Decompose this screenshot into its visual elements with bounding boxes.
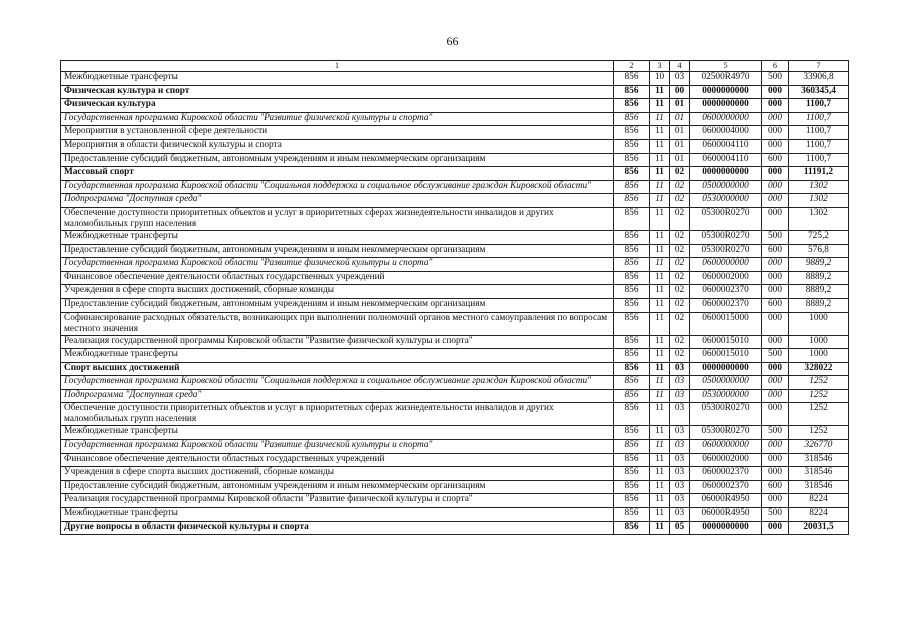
ministry-code-cell: 856 [614, 207, 650, 230]
section-code-cell: 11 [650, 285, 670, 299]
section-code-cell: 11 [650, 467, 670, 481]
amount-cell: 8224 [789, 494, 849, 508]
target-article-cell: 05300R0270 [690, 207, 762, 230]
target-article-cell: 05300R0270 [690, 403, 762, 426]
target-article-cell: 0600004000 [690, 126, 762, 140]
ministry-code-cell: 856 [614, 312, 650, 335]
expense-name-cell: Межбюджетные трансферты [61, 508, 614, 522]
table-row [61, 298, 849, 312]
ministry-code-cell: 856 [614, 85, 650, 99]
target-article-cell: 0600015010 [690, 335, 762, 349]
ministry-code-cell: 856 [614, 376, 650, 390]
expense-type-cell: 000 [762, 258, 789, 272]
amount-cell: 1302 [789, 194, 849, 208]
budget-table [60, 60, 849, 535]
amount-cell: 8889,2 [789, 271, 849, 285]
expense-name-cell: Подпрограмма "Доступная среда" [61, 194, 614, 208]
subsection-code-cell: 02 [670, 244, 690, 258]
expense-name-cell: Подпрограмма "Доступная среда" [61, 389, 614, 403]
section-code-cell: 11 [650, 494, 670, 508]
expense-type-cell: 000 [762, 85, 789, 99]
expense-name-cell: Межбюджетные трансферты [61, 230, 614, 244]
target-article-cell: 0600002000 [690, 453, 762, 467]
table-row [61, 85, 849, 99]
subsection-code-cell: 02 [670, 285, 690, 299]
expense-type-cell: 000 [762, 453, 789, 467]
amount-cell: 318546 [789, 480, 849, 494]
expense-type-cell: 000 [762, 271, 789, 285]
target-article-cell: 0600002000 [690, 271, 762, 285]
table-row [61, 207, 849, 230]
target-article-cell: 0500000000 [690, 376, 762, 390]
page-number: 66 [446, 34, 459, 48]
table-row [61, 453, 849, 467]
subsection-code-cell: 05 [670, 521, 690, 535]
target-article-cell: 0600002370 [690, 467, 762, 481]
table-row [61, 508, 849, 522]
expense-name-cell: Государственная программа Кировской области "Развитие физической культуры и спорта" [61, 440, 614, 454]
expense-name-cell: Финансовое обеспечение деятельности областных государственных учреждений [61, 453, 614, 467]
amount-cell: 1252 [789, 403, 849, 426]
target-article-cell: 0600000000 [690, 258, 762, 272]
amount-cell: 8889,2 [789, 285, 849, 299]
section-code-cell: 11 [650, 335, 670, 349]
expense-type-cell: 600 [762, 153, 789, 167]
expense-type-cell: 000 [762, 467, 789, 481]
table-row [61, 376, 849, 390]
section-code-cell: 11 [650, 112, 670, 126]
table-row [61, 271, 849, 285]
expense-type-cell: 600 [762, 298, 789, 312]
amount-cell: 1100,7 [789, 139, 849, 153]
amount-cell: 1100,7 [789, 112, 849, 126]
expense-type-cell: 500 [762, 426, 789, 440]
target-article-cell: 0530000000 [690, 389, 762, 403]
table-row [61, 153, 849, 167]
expense-type-cell: 000 [762, 126, 789, 140]
ministry-code-cell: 856 [614, 335, 650, 349]
subsection-code-cell: 02 [670, 335, 690, 349]
expense-name-cell: Учреждения в сфере спорта высших достижений, сборные команды [61, 467, 614, 481]
subsection-code-cell: 02 [670, 207, 690, 230]
ministry-code-cell: 856 [614, 153, 650, 167]
table-row [61, 480, 849, 494]
amount-cell: 1302 [789, 180, 849, 194]
ministry-code-cell: 856 [614, 230, 650, 244]
table-row [61, 72, 849, 86]
table-row [61, 230, 849, 244]
table-row [61, 258, 849, 272]
subsection-code-cell: 02 [670, 312, 690, 335]
ministry-code-cell: 856 [614, 467, 650, 481]
subsection-code-cell: 02 [670, 258, 690, 272]
expense-type-cell: 500 [762, 72, 789, 86]
subsection-code-cell: 03 [670, 480, 690, 494]
section-code-cell: 11 [650, 258, 670, 272]
amount-cell: 318546 [789, 453, 849, 467]
expense-name-cell: Государственная программа Кировской области "Развитие физической культуры и спорта" [61, 258, 614, 272]
amount-cell: 725,2 [789, 230, 849, 244]
section-code-cell: 10 [650, 72, 670, 86]
amount-cell: 1302 [789, 207, 849, 230]
expense-type-cell: 600 [762, 244, 789, 258]
amount-cell: 33906,8 [789, 72, 849, 86]
expense-type-cell: 000 [762, 99, 789, 113]
target-article-cell: 0600015010 [690, 349, 762, 363]
table-row [61, 389, 849, 403]
ministry-code-cell: 856 [614, 99, 650, 113]
subsection-code-cell: 03 [670, 376, 690, 390]
subsection-code-cell: 03 [670, 426, 690, 440]
target-article-cell: 0600004110 [690, 139, 762, 153]
amount-cell: 8889,2 [789, 298, 849, 312]
expense-name-cell: Физическая культура [61, 99, 614, 113]
target-article-cell: 0600000000 [690, 112, 762, 126]
ministry-code-cell: 856 [614, 508, 650, 522]
ministry-code-cell: 856 [614, 480, 650, 494]
amount-cell: 576,8 [789, 244, 849, 258]
subsection-code-cell: 01 [670, 139, 690, 153]
subsection-code-cell: 00 [670, 85, 690, 99]
ministry-code-cell: 856 [614, 403, 650, 426]
table-row [61, 112, 849, 126]
column-header: 1 [61, 61, 614, 72]
subsection-code-cell: 02 [670, 271, 690, 285]
expense-name-cell: Государственная программа Кировской области "Развитие физической культуры и спорта" [61, 112, 614, 126]
section-code-cell: 11 [650, 153, 670, 167]
expense-type-cell: 000 [762, 494, 789, 508]
expense-name-cell: Софинансирование расходных обязательств, возникающих при выполнении полномочий органов местного самоуправления по вопросам местного значения [61, 312, 614, 335]
expense-name-cell: Обеспечение доступности приоритетных объектов и услуг в приоритетных сферах жизнедеятельности инвалидов и других маломобильных групп населения [61, 207, 614, 230]
amount-cell: 1252 [789, 376, 849, 390]
expense-name-cell: Межбюджетные трансферты [61, 349, 614, 363]
subsection-code-cell: 02 [670, 349, 690, 363]
ministry-code-cell: 856 [614, 126, 650, 140]
expense-type-cell: 000 [762, 180, 789, 194]
expense-name-cell: Другие вопросы в области физической культуры и спорта [61, 521, 614, 535]
amount-cell: 1252 [789, 426, 849, 440]
expense-type-cell: 000 [762, 285, 789, 299]
subsection-code-cell: 03 [670, 467, 690, 481]
expense-name-cell: Государственная программа Кировской области "Социальная поддержка и социальное обслуживание граждан Кировской области" [61, 376, 614, 390]
target-article-cell: 0000000000 [690, 362, 762, 376]
ministry-code-cell: 856 [614, 285, 650, 299]
table-row [61, 494, 849, 508]
section-code-cell: 11 [650, 99, 670, 113]
section-code-cell: 11 [650, 180, 670, 194]
expense-name-cell: Учреждения в сфере спорта высших достижений, сборные команды [61, 285, 614, 299]
section-code-cell: 11 [650, 139, 670, 153]
target-article-cell: 0530000000 [690, 194, 762, 208]
section-code-cell: 11 [650, 508, 670, 522]
subsection-code-cell: 03 [670, 508, 690, 522]
expense-name-cell: Спорт высших достижений [61, 362, 614, 376]
ministry-code-cell: 856 [614, 521, 650, 535]
expense-type-cell: 000 [762, 362, 789, 376]
amount-cell: 11191,2 [789, 167, 849, 181]
expense-name-cell: Межбюджетные трансферты [61, 426, 614, 440]
subsection-code-cell: 01 [670, 153, 690, 167]
expense-name-cell: Финансовое обеспечение деятельности областных государственных учреждений [61, 271, 614, 285]
expense-type-cell: 000 [762, 167, 789, 181]
expense-type-cell: 000 [762, 207, 789, 230]
target-article-cell: 05300R0270 [690, 426, 762, 440]
subsection-code-cell: 03 [670, 494, 690, 508]
table-row [61, 139, 849, 153]
amount-cell: 9889,2 [789, 258, 849, 272]
section-code-cell: 11 [650, 126, 670, 140]
expense-name-cell: Реализация государственной программы Кировской области "Развитие физической культуры и спорта" [61, 335, 614, 349]
expense-name-cell: Предоставление субсидий бюджетным, автономным учреждениям и иным некоммерческим организациям [61, 153, 614, 167]
ministry-code-cell: 856 [614, 258, 650, 272]
target-article-cell: 0500000000 [690, 180, 762, 194]
ministry-code-cell: 856 [614, 440, 650, 454]
table-row [61, 403, 849, 426]
section-code-cell: 11 [650, 244, 670, 258]
target-article-cell: 05300R0270 [690, 244, 762, 258]
target-article-cell: 0600000000 [690, 440, 762, 454]
expense-name-cell: Обеспечение доступности приоритетных объектов и услуг в приоритетных сферах жизнедеятельности инвалидов и других маломобильных групп населения [61, 403, 614, 426]
subsection-code-cell: 02 [670, 230, 690, 244]
amount-cell: 328022 [789, 362, 849, 376]
amount-cell: 1100,7 [789, 126, 849, 140]
expense-type-cell: 000 [762, 376, 789, 390]
subsection-code-cell: 03 [670, 440, 690, 454]
amount-cell: 1100,7 [789, 99, 849, 113]
target-article-cell: 0600002370 [690, 480, 762, 494]
ministry-code-cell: 856 [614, 426, 650, 440]
table-header-row [61, 61, 849, 72]
target-article-cell: 0600002370 [690, 285, 762, 299]
amount-cell: 1000 [789, 349, 849, 363]
subsection-code-cell: 02 [670, 298, 690, 312]
expense-name-cell: Предоставление субсидий бюджетным, автономным учреждениям и иным некоммерческим организациям [61, 480, 614, 494]
expense-type-cell: 000 [762, 440, 789, 454]
target-article-cell: 0600002370 [690, 298, 762, 312]
subsection-code-cell: 03 [670, 362, 690, 376]
amount-cell: 318546 [789, 467, 849, 481]
table-row [61, 349, 849, 363]
table-row [61, 99, 849, 113]
section-code-cell: 11 [650, 271, 670, 285]
section-code-cell: 11 [650, 426, 670, 440]
expense-name-cell: Массовый спорт [61, 167, 614, 181]
table-row [61, 426, 849, 440]
target-article-cell: 06000R4950 [690, 494, 762, 508]
expense-type-cell: 500 [762, 349, 789, 363]
expense-name-cell: Реализация государственной программы Кировской области "Развитие физической культуры и спорта" [61, 494, 614, 508]
table-row [61, 167, 849, 181]
table-row [61, 312, 849, 335]
expense-name-cell: Государственная программа Кировской области "Социальная поддержка и социальное обслуживание граждан Кировской области" [61, 180, 614, 194]
amount-cell: 1100,7 [789, 153, 849, 167]
section-code-cell: 11 [650, 403, 670, 426]
column-header: 3 [650, 61, 670, 72]
target-article-cell: 0600004110 [690, 153, 762, 167]
table-row [61, 362, 849, 376]
expense-name-cell: Межбюджетные трансферты [61, 72, 614, 86]
expense-type-cell: 000 [762, 335, 789, 349]
amount-cell: 1000 [789, 312, 849, 335]
section-code-cell: 11 [650, 194, 670, 208]
target-article-cell: 05300R0270 [690, 230, 762, 244]
ministry-code-cell: 856 [614, 349, 650, 363]
ministry-code-cell: 856 [614, 72, 650, 86]
subsection-code-cell: 02 [670, 180, 690, 194]
table-row [61, 467, 849, 481]
section-code-cell: 11 [650, 230, 670, 244]
expense-type-cell: 000 [762, 139, 789, 153]
section-code-cell: 11 [650, 440, 670, 454]
section-code-cell: 11 [650, 480, 670, 494]
expense-type-cell: 000 [762, 312, 789, 335]
expense-name-cell: Мероприятия в установленной сфере деятельности [61, 126, 614, 140]
amount-cell: 1000 [789, 335, 849, 349]
section-code-cell: 11 [650, 376, 670, 390]
section-code-cell: 11 [650, 349, 670, 363]
subsection-code-cell: 02 [670, 194, 690, 208]
expense-type-cell: 000 [762, 112, 789, 126]
expense-name-cell: Физическая культура и спорт [61, 85, 614, 99]
expense-name-cell: Предоставление субсидий бюджетным, автономным учреждениям и иным некоммерческим организациям [61, 244, 614, 258]
expense-type-cell: 600 [762, 480, 789, 494]
column-header: 2 [614, 61, 650, 72]
target-article-cell: 0600015000 [690, 312, 762, 335]
table-row [61, 440, 849, 454]
section-code-cell: 11 [650, 167, 670, 181]
target-article-cell: 0000000000 [690, 167, 762, 181]
subsection-code-cell: 01 [670, 126, 690, 140]
subsection-code-cell: 03 [670, 72, 690, 86]
ministry-code-cell: 856 [614, 494, 650, 508]
expense-type-cell: 000 [762, 521, 789, 535]
section-code-cell: 11 [650, 521, 670, 535]
column-header: 6 [762, 61, 789, 72]
ministry-code-cell: 856 [614, 139, 650, 153]
ministry-code-cell: 856 [614, 244, 650, 258]
ministry-code-cell: 856 [614, 298, 650, 312]
amount-cell: 8224 [789, 508, 849, 522]
column-header: 5 [690, 61, 762, 72]
expense-type-cell: 500 [762, 230, 789, 244]
target-article-cell: 0000000000 [690, 99, 762, 113]
section-code-cell: 11 [650, 207, 670, 230]
ministry-code-cell: 856 [614, 362, 650, 376]
table-row [61, 285, 849, 299]
subsection-code-cell: 03 [670, 389, 690, 403]
expense-type-cell: 500 [762, 508, 789, 522]
ministry-code-cell: 856 [614, 180, 650, 194]
amount-cell: 360345,4 [789, 85, 849, 99]
section-code-cell: 11 [650, 312, 670, 335]
amount-cell: 326770 [789, 440, 849, 454]
ministry-code-cell: 856 [614, 167, 650, 181]
ministry-code-cell: 856 [614, 271, 650, 285]
table-row [61, 194, 849, 208]
expense-type-cell: 000 [762, 403, 789, 426]
target-article-cell: 0000000000 [690, 521, 762, 535]
table-row [61, 244, 849, 258]
amount-cell: 20031,5 [789, 521, 849, 535]
ministry-code-cell: 856 [614, 194, 650, 208]
amount-cell: 1252 [789, 389, 849, 403]
column-header: 7 [789, 61, 849, 72]
ministry-code-cell: 856 [614, 453, 650, 467]
ministry-code-cell: 856 [614, 112, 650, 126]
expense-type-cell: 000 [762, 194, 789, 208]
section-code-cell: 11 [650, 362, 670, 376]
section-code-cell: 11 [650, 298, 670, 312]
expense-name-cell: Предоставление субсидий бюджетным, автономным учреждениям и иным некоммерческим организациям [61, 298, 614, 312]
table-row [61, 126, 849, 140]
table-row [61, 180, 849, 194]
subsection-code-cell: 01 [670, 99, 690, 113]
table-body [61, 61, 849, 535]
expense-type-cell: 000 [762, 389, 789, 403]
target-article-cell: 0000000000 [690, 85, 762, 99]
subsection-code-cell: 03 [670, 453, 690, 467]
section-code-cell: 11 [650, 85, 670, 99]
ministry-code-cell: 856 [614, 389, 650, 403]
subsection-code-cell: 01 [670, 112, 690, 126]
subsection-code-cell: 02 [670, 167, 690, 181]
column-header: 4 [670, 61, 690, 72]
expense-name-cell: Мероприятия в области физической культуры и спорта [61, 139, 614, 153]
table-row [61, 335, 849, 349]
section-code-cell: 11 [650, 453, 670, 467]
section-code-cell: 11 [650, 389, 670, 403]
target-article-cell: 02500R4970 [690, 72, 762, 86]
table-row [61, 521, 849, 535]
target-article-cell: 06000R4950 [690, 508, 762, 522]
subsection-code-cell: 03 [670, 403, 690, 426]
